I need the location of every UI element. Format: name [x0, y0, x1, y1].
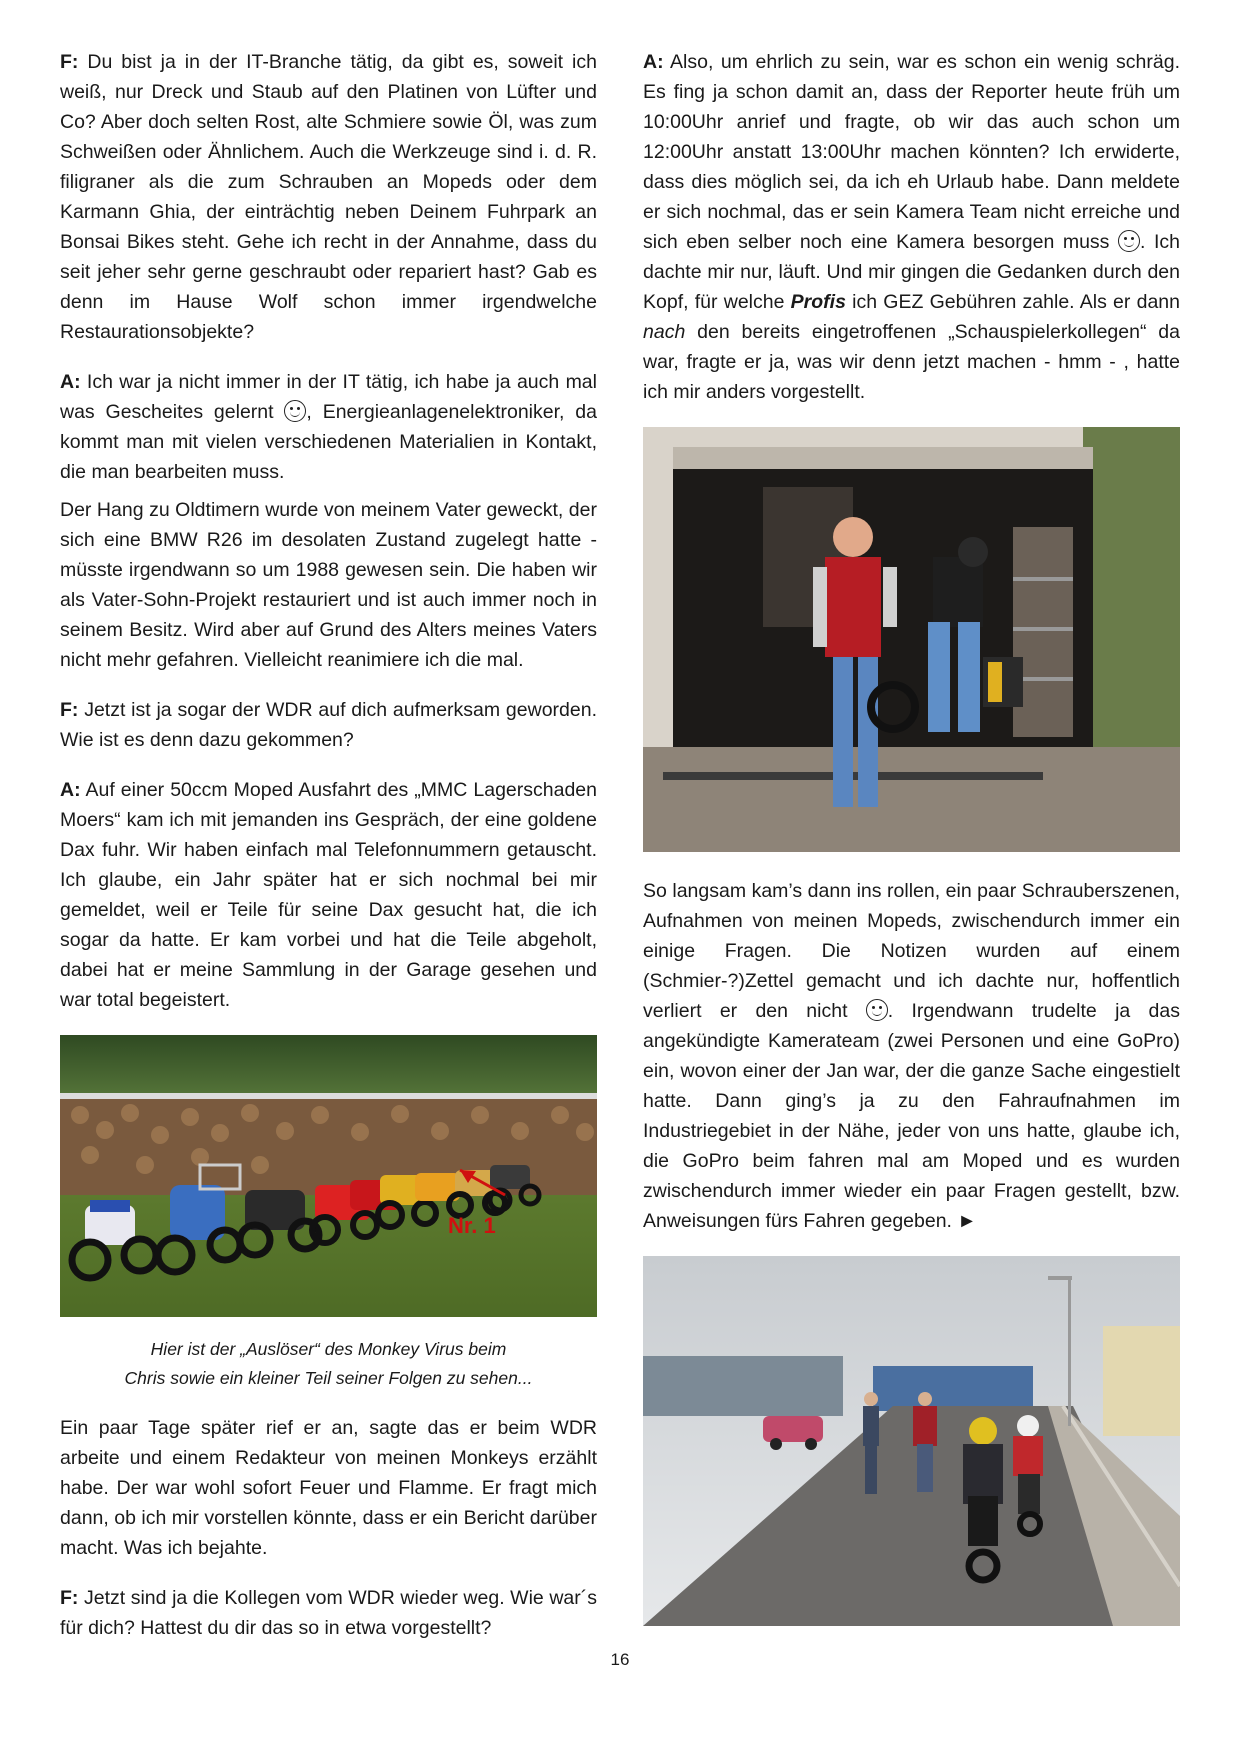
paragraph-text: Jetzt ist ja sogar der WDR auf dich aufmerksam geworden. Wie ist es denn dazu gekommen?: [60, 699, 597, 751]
emphasis-text: nach: [643, 321, 686, 343]
left-column: [60, 47, 597, 1663]
winking-emoji-icon: [866, 999, 888, 1021]
paragraph-text: So langsam kam’s dann ins rollen, ein paar Schrauberszenen, Aufnahmen von meinen Mopeds, zwischendurch immer ein einige Fragen. Die Notizen wurden auf einem (Schmier-?)Zettel gemacht und ich dachte nur, hoffentlich verliert er den nicht: [643, 880, 1180, 1022]
speaker-label: F:: [60, 51, 79, 73]
photo-road: [643, 1256, 1180, 1626]
photo-label-nr1: Nr. 1: [448, 1213, 496, 1238]
paragraph-text: Ein paar Tage später rief er an, sagte das er beim WDR arbeite und einem Redakteur von meinen Monkeys erzählt habe. Der war wohl sofort Feuer und Flamme. Er fragt mich dann, ob ich mir vorstellen könnte, dass er ein Bericht darüber macht. Was ich bejahte.: [60, 1417, 597, 1559]
caption-line: Hier ist der „Auslöser“ des Monkey Virus beim: [150, 1339, 507, 1359]
laughing-emoji-icon: [1118, 230, 1140, 252]
paragraph: [643, 47, 1180, 407]
paragraph-text: Also, um ehrlich zu sein, war es schon ein wenig schräg. Es fing ja schon damit an, dass der Reporter heute früh um 10:00Uhr anrief und fragte, ob wir das auch schon um 12:00Uhr anstatt 13:00Uhr machen könnten? Ich erwiderte, dass dies möglich sei, da ich eh Urlaub habe. Dann meldete er sich nochmal, das er sein Kamera Team nicht erreiche und sich eben selber noch eine Kamera besorgen muss: [643, 51, 1180, 253]
paragraph-text: Der Hang zu Oldtimern wurde von meinem Vater geweckt, der sich eine BMW R26 im desolaten Zustand zugelegt hatte - müsste irgendwann so um 1988 gewesen sein. Die haben wir als Vater-Sohn-Projekt restauriert und ist auch immer noch in seinem Besitz. Wird aber auf Grund des Alters meines Vaters nicht mehr gefahren. Vielleicht reanimiere ich die mal.: [60, 499, 597, 671]
paragraph: [60, 495, 597, 675]
caption-line: Chris sowie ein kleiner Teil seiner Folgen zu sehen...: [124, 1368, 533, 1388]
paragraph-text: , Energieanlagenelektroniker, da kommt man mit vielen verschiedenen Materialien in Kontakt, die man bearbeiten muss.: [60, 401, 597, 483]
speaker-label: A:: [60, 779, 81, 801]
paragraph: [60, 775, 597, 1015]
paragraph: [60, 695, 597, 755]
paragraph-text: . Ich dachte mir nur, läuft. Und mir gingen die Gedanken durch den Kopf, für welche: [643, 231, 1180, 313]
speaker-label: A:: [60, 371, 81, 393]
paragraph-text: Jetzt sind ja die Kollegen vom WDR wieder weg. Wie war´s für dich? Hattest du dir das so in etwa vorgestellt?: [60, 1587, 597, 1639]
paragraph: [643, 876, 1180, 1236]
right-column: [643, 47, 1180, 1644]
road-image: [643, 1256, 1180, 1626]
paragraph: [60, 1413, 597, 1563]
paragraph: [60, 367, 597, 487]
paragraph-text: Du bist ja in der IT-Branche tätig, da gibt es, soweit ich weiß, nur Dreck und Staub auf den Platinen von Lüfter und Co? Aber doch selten Rost, alte Schmiere sowie Öl, was zum Schweißen oder Ähnlichem. Auch die Werkzeuge sind i. d. R. filigraner als die zum Schrauben an Mopeds oder dem Karmann Ghia, der einträchtig neben Deinem Fuhrpark an Bonsai Bikes steht. Gehe ich recht in der Annahme, dass du seit jeher sehr gerne geschraubt oder repariert hast? Gab es denn im Hause Wolf schon immer irgendwelche Restaurationsobjekte?: [60, 51, 597, 343]
paragraph-text: ich GEZ Gebühren zahle. Als er dann: [845, 291, 1180, 313]
paragraph: [60, 1583, 597, 1643]
photo-moped-collection: [60, 1035, 597, 1317]
paragraph: [60, 47, 597, 347]
garage-image: [643, 427, 1180, 852]
page-number: 16: [610, 1650, 630, 1669]
photo-garage: [643, 427, 1180, 852]
photo-caption: [60, 1335, 597, 1393]
laughing-emoji-icon: [284, 400, 306, 422]
paragraph-text: . Irgendwann trudelte ja das angekündigte Kamerateam (zwei Personen und eine GoPro) ein, wovon einer der Jan war, der die ganze Sache eingestielt hatte. Dann ging’s ja zu den Fahraufnahmen im Industriegebiet in der Nähe, jeder von uns hatte, glaube ich, die GoPro beim fahren mal am Moped und es wurden zwischendurch immer wieder ein paar Fragen gestellt, bzw. Anweisungen fürs Fahren gegeben.: [643, 1000, 1180, 1232]
emphasis-text: Profis: [790, 291, 846, 313]
speaker-label: F:: [60, 699, 79, 721]
speaker-label: A:: [643, 51, 664, 73]
paragraph-text: Ich war ja nicht immer in der IT tätig, ich habe ja auch mal was Gescheites gelernt: [60, 371, 597, 423]
speaker-label: F:: [60, 1587, 79, 1609]
paragraph-text: den bereits eingetroffenen „Schauspielerkollegen“ da war, fragte er ja, was wir denn jetzt machen - hmm - , hatte ich mir anders vorgestellt.: [643, 321, 1180, 403]
continue-arrow-icon: ►: [957, 1210, 977, 1232]
moped-collection-image: [60, 1035, 597, 1317]
paragraph-text: Auf einer 50ccm Moped Ausfahrt des „MMC Lagerschaden Moers“ kam ich mit jemanden ins Gespräch, der eine goldene Dax fuhr. Wir haben einfach mal Telefonnummern getauscht. Ich glaube, ein Jahr später hat er sich nochmal bei mir gemeldet, weil er Teile für seine Dax gesucht hat, die ich sogar da hatte. Er kam vorbei und hat die Teile abgeholt, dabei hat er meine Sammlung in der Garage gesehen und war total begeistert.: [60, 779, 597, 1011]
